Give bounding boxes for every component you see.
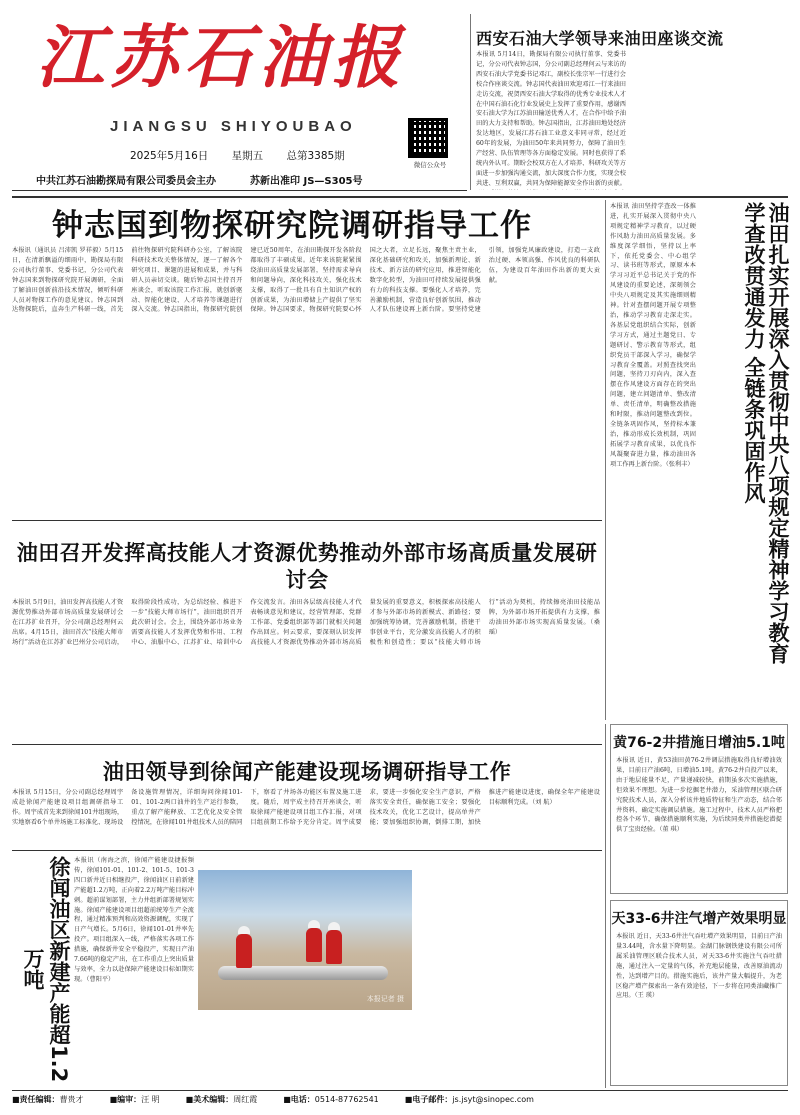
page-rule xyxy=(12,196,788,198)
side-story-headline xyxy=(700,202,790,672)
photo-credit: 本报记者 摄 xyxy=(366,995,404,1003)
column-divider xyxy=(605,200,606,720)
issue-info xyxy=(130,148,365,163)
section-rule xyxy=(12,520,602,521)
footer-rule xyxy=(12,1090,788,1091)
footer-email: ■电子邮件：js.jsyt@sinopec.com xyxy=(404,1095,534,1104)
issue-weekday: 星期五 xyxy=(231,150,264,162)
top-story-body-col2 xyxy=(628,50,790,190)
section-rule xyxy=(12,744,602,745)
qr-label: 微信公众号 xyxy=(413,161,447,169)
lead-story-headline: 钟志国到物探研究院调研指导工作 xyxy=(52,208,532,244)
section-rule xyxy=(12,850,602,851)
publication-number: 苏新出准印 JS—S305号 xyxy=(250,176,363,187)
organizer-line: 中共江苏石油勘探局有限公司委员会主办 xyxy=(36,176,216,187)
box2-body: 本报讯 近日，天33-6井注气吞吐增产效果明显，目前日产油量3.44吨，含水量下降明显。金湖门脉钢铁建设有限公司所属采油管理区联合技术人员，对天33-6井实施注气吞吐措施，通过注入一定量的气体，补充地层能量，改善原油流动性，达到增产目的。措施实施后，该井产量大幅提升，为老区稳产增产探索出一条有效途径，下一步将在同类油藏推广应用。（王 瑛） xyxy=(616,933,782,1000)
top-story-body-col1: 本报讯 5月14日，勘探局有限公司执行董事、党委书记，分公司代表钟志国，分公司副总经理何云与来访的西安石油大学党委书记邓江，副校长张宗军一行进行会校合作座谈交流。钟志国代表油田欢迎邓江一行来油田走访交流，祝贺西安石油大学取得的优秀专业技术人才在中国石油石化行业发展史上发挥了重要作用，感谢西安石油大学为江苏油田输送优秀人才，在合作中给予油田的大力支持和帮助。钟志国指出，江苏油田地处经济发达地区，发展江苏石油工业意义非同寻常，经过近60年的发展，为油田50年来共同努力，保障了油田生产经营、队伍管理等各方面稳定发展。同时也获得了系统内外认可。期盼会校双方在人才培养、科研攻关等方面进一步加强沟通交流，加大深度合作力度，实现会校共进、互利双赢，共同为保障能源安全作出新的贡献。 xyxy=(476,51,626,187)
masthead-pinyin: JIANGSU SHIYOUBAO xyxy=(110,118,357,135)
field-photo xyxy=(198,870,412,1010)
top-story-headline: 西安石油大学领导来油田座谈交流 xyxy=(476,29,724,48)
column-divider xyxy=(470,14,471,190)
footer-phone: ■电话：0514-87762541 xyxy=(283,1095,379,1104)
xuwen-story-body: 本报讯（南海之滨，徐闻产能建设捷报频传，徐闻101-01、101-2、101-5、101-3四口新井近日相继投产，徐闻油区日前新建产能超1.2万吨，正向着2.2万吨产能目标冲刺。超前谋划部署，主力井组新部署规划实施。徐闻产能建设项目组超前统筹生产全流程，通过精准预判和高效资源调配，实现了日产气增长。5月6日，徐闻101-01井率先投产。项目组深入一线，严格落实各项工作措施，确保新井安全平稳投产，实现日产油7.66吨的稳定产出，在工作重点上突出质量与效率，全力以赴保障产能建设目标如期实现。（曹阳平） xyxy=(74,857,194,983)
side-story-body: 本报讯 油田坚持学查改一体推进，扎实开展深入贯彻中央八项规定精神学习教育，以过硬作风助力油田高质量发展。多维度深学细悟，坚持以上率下，依托党委会、中心组学习、读书班等形式，原原本本学习习近平总书记关于党的作风建设的重要论述，深刻领会中央八项规定及其实施细则精神。针对查摆问题开展专项整治，推动学习教育走深走实。各基层党组织结合实际，创新学习方式，通过主题党日、专题研讨、警示教育等形式，组织党员干部深入学习，确保学习教育全覆盖。对照查找突出问题，坚持刀刃向内，深入查摆在作风建设方面存在的突出问题，建立问题清单、整改清单、责任清单，明确整改措施和时限，推动问题整改到位。全链条巩固作风，坚持标本兼治，推动形成长效机制，巩固拓展学习教育成果，以优良作风凝聚奋进力量，推动油田各项工作再上新台阶。（张利丰） xyxy=(610,203,696,468)
lead-story-body: 本报讯（通讯员 吕沛凯 罗祥毅）5月15日，在清新飘溢的细雨中，勘探局有限公司执行董事、党委书记，分公司代表钟志国来到物探研究院开展调研，全面了解油田创新前沿技术情况，倾听科研人员对物探工作的意见建议。钟志国到达物探院后，直奔生产科研一线，首先前往物探研究院科研办公室，了解该院科研技术攻关整体情况，逐一了解各个研究项目、课题的进展和成果，并与科研人员亲切交谈。随后钟志国主持召开座谈会，听取该院工作汇报，就创新驱动、智能化建设、人才培养等课题进行深入交流。钟志国指出，物探研究院创建已近50周年，在油田勘探开发各阶段都取得了丰硕成果。近年来该院紧紧围绕油田高质量发展部署，坚持需求导向和问题导向，深化科技攻关，强化技术支撑，取得了一批具有自主知识产权的创新成果，为油田增储上产提供了坚实保障。钟志国要求，物探研究院要心怀国之大者，立足长远，聚焦主责主业，深化基础研究和攻关，加强新理论、新技术、新方法的研究应用，推进智能化数字化转型，为油田可持续发展提供强有力的科技支撑。要强化人才培养，完善激励机制，营造良好创新氛围，推动人才队伍建设再上新台阶。要坚持党建引领，加强党风廉政建设，打造一支政治过硬、本领高强、作风优良的科研队伍，为建设百年油田作出新的更大贡献。 xyxy=(12,247,600,314)
xuwen-headline xyxy=(14,854,72,1084)
box2-headline: 天33-6井注气增产效果明显 xyxy=(611,911,787,927)
footer-designer: ■美术编辑：周红霞 xyxy=(185,1095,258,1104)
third-story-headline: 油田领导到徐闻产能建设现场调研指导工作 xyxy=(102,760,512,784)
xuwen-story-continued xyxy=(198,1014,598,1086)
masthead-rule xyxy=(12,190,467,191)
second-story-body: 本报讯 5月9日，油田发挥高技能人才资源优势推动外部市场高质量发展研讨会在江苏扩业召开，分公司副总经理何云出席。4月15日，油田首次“技能大师市场行”活动在江苏扩业巴州分公司启动，取得阶段性成功，为总结经验、推进下一步“技能大师市场行”，油田组织召开此次研讨会。会上，围绕外部市场业务需要高技能人才发挥优势和作用、工程中心、油服中心、江苏扩业、培训中心作交流发言。油田各层级高技能人才代表畅谈意见和建议，经营管理部、党群工作部、党委组织部等部门就相关问题作出回应。何云要求，要深刻认识发挥高技能人才资源优势推动外部市场高质量发展的重要意义，积极探索高技能人才参与外部市场的新模式、新路径；要加强统筹协调，完善激励机制，搭建干事创业平台，充分激发高技能人才的积极性和创造性；要以“技能大师市场行”活动为契机，持续擦亮油田技能品牌，为外部市场开拓提供有力支撑，推动油田外部市场实现高质量发展。（桑瑶） xyxy=(12,599,600,646)
second-story-headline: 油田召开发挥高技能人才资源优势推动外部市场高质量发展研讨会 xyxy=(16,541,598,592)
issue-date: 2025年5月16日 xyxy=(130,150,209,162)
box1-body: 本报讯 近日，黄53油田黄76-2井调层措施取得良好增油效果，目前日产油6吨，日增油5.1吨。黄76-2井自投产以来，由于地层能量不足，产量递减较快，前期虽多次实施措施，但效果不理想。为进一步挖掘老井潜力，采油管理区联合研究院技术人员，深入分析该井地质特征和生产动态，结合邻井资料，确定实施调层措施。施工过程中，技术人员严格把控各个环节，确保措施顺利实施，为后续同类井措施挖潜提供了宝贵经验。（董 琪） xyxy=(616,757,782,834)
footer-typist: ■编审：汪 明 xyxy=(109,1095,160,1104)
page-footer xyxy=(12,1094,788,1105)
xuwen-headline-text: 徐闻油区新建产能超1.2万吨 xyxy=(21,855,71,1083)
column-divider xyxy=(605,724,606,1088)
side-headline-text: 油田扎实开展深入贯彻中央八项规定精神学习教育 学查改贯通发力 全链条巩固作风 xyxy=(742,202,790,664)
third-story-body: 本报讯 5月15日，分公司副总经理周宇成赴徐闻产能建设项目组调研指导工作。周宇成首先来到徐闻101井组现场，实地察看6个单井场施工标准化、现场设备设施管理情况，详细询问徐闻101-01、101-2两口油井的生产运行参数，重点了解产能释放、工艺优化及安全管控情况，在徐闻101井组技术人员的陪同下，察看了井场各功能区布置及施工进度。随后，周宇成主持召开座谈会，听取徐闻产能建设项目组工作汇报，对项目组前期工作给予充分肯定。周宇成要求，要进一步强化安全生产意识，严格落实安全责任，确保施工安全；要强化技术攻关，优化工艺设计，提高单井产能；要加强组织协调，倒排工期，加快推进产能建设进度，确保全年产能建设目标顺利完成。（刘 航） xyxy=(12,789,600,826)
box1-headline: 黄76-2井措施日增油5.1吨 xyxy=(613,735,785,751)
issue-number: 总第3385期 xyxy=(286,150,345,162)
newspaper-masthead-logo: 江苏石油报 xyxy=(36,18,407,98)
footer-editor: ■责任编辑：曹贵才 xyxy=(12,1095,84,1104)
wechat-qr-code xyxy=(408,118,448,158)
